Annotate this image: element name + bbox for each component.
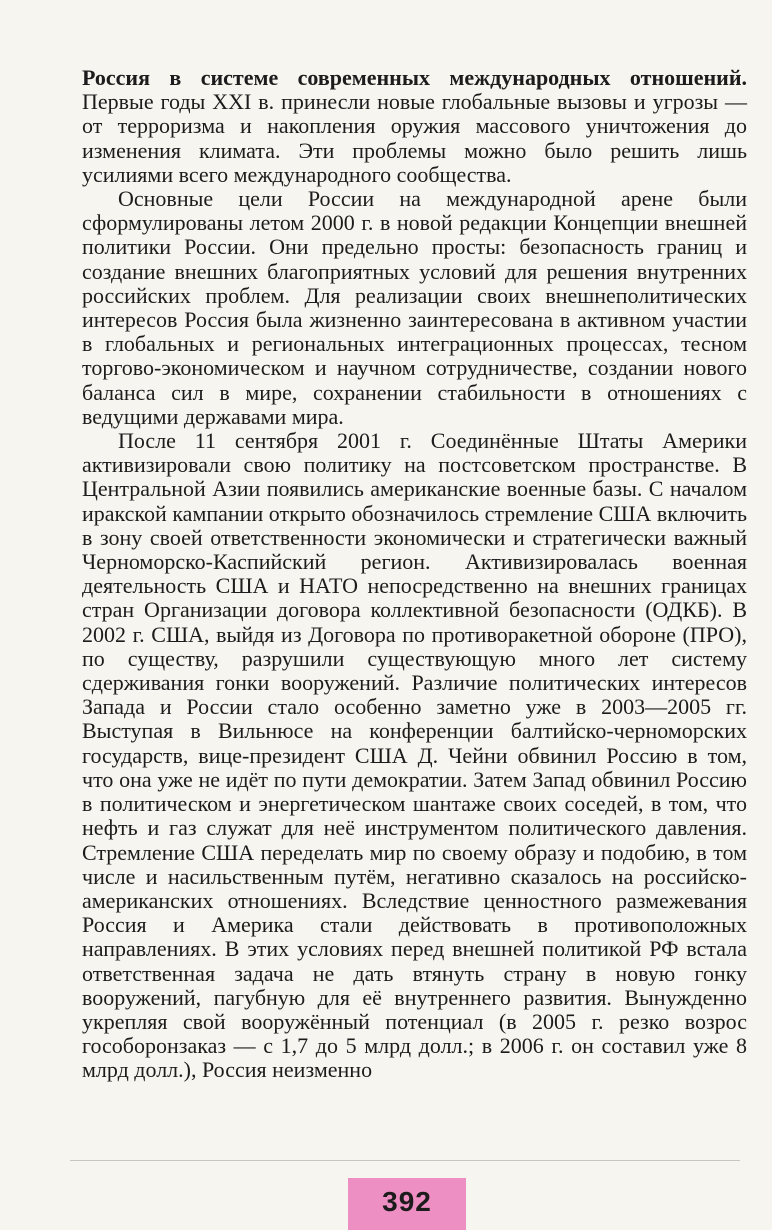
paragraph-goals: Основные цели России на международной арене были сформулированы летом 2000 г. в новой редакции Концепции внешней политики России. Они предельно просты: безопасность границ и создание внешних благоприятных условий для решения внутренних российских проблем. Для реализации своих внешнеполитических интересов Россия была жизненно заинтересована в активном участии в глобальных и региональных интеграционных процессах, тесном торгово-экономическом и научном сотрудничестве, создании нового баланса сил в мире, сохранении стабильности в отношениях с ведущими державами мира.: [82, 186, 747, 429]
page-number: 392: [382, 1186, 432, 1217]
page-body: [82, 66, 747, 1083]
page-number-badge: [348, 1178, 466, 1230]
paragraph-usa: После 11 сентября 2001 г. Соединённые Штаты Америки активизировали свою политику на постсоветском пространстве. В Центральной Азии появились американские военные базы. С началом иракской кампании открыто обозначилось стремление США включить в зону своей ответственности экономически и стратегически важный Черноморско-Каспийский регион. Активизировалась военная деятельность США и НАТО непосредственно на внешних границах стран Организации договора коллективной безопасности (ОДКБ). В 2002 г. США, выйдя из Договора по противоракетной обороне (ПРО), по существу, разрушили существующую много лет систему сдерживания гонки вооружений. Различие политических интересов Запада и России стало особенно заметно уже в 2003—2005 гг. Выступая в Вильнюсе на конференции балтийско-черноморских государств, вице-президент США Д. Чейни обвинил Россию в том, что она уже не идёт по пути демократии. Затем Запад обвинил Россию в политическом и энергетическом шантаже своих соседей, в том, что нефть и газ служат для неё инструментом политического давления. Стремление США переделать мир по своему образу и подобию, в том числе и насильственным путём, негативно сказалось на российско-американских отношениях. Вследствие ценностного размежевания Россия и Америка стали действовать в противоположных направлениях. В этих условиях перед внешней политикой РФ встала ответственная задача не дать втянуть страну в новую гонку вооружений, пагубную для её внутреннего развития. Вынужденно укрепляя свой вооружённый потенциал (в 2005 г. резко возрос гособоронзаказ — с 1,7 до 5 млрд долл.; в 2006 г. он составил уже 8 млрд долл.), Россия неизменно: [82, 428, 747, 1083]
paragraph-intro: [82, 66, 747, 187]
paragraph-text: Первые годы XXI в. принесли новые глобальные вызовы и угрозы — от терроризма и накопления оружия массового уничтожения до изменения климата. Эти проблемы можно было решить лишь усилиями всего международного сообщества.: [82, 89, 747, 187]
footer-divider: [70, 1160, 740, 1161]
section-heading: Россия в системе современных международных отношений.: [82, 65, 747, 90]
